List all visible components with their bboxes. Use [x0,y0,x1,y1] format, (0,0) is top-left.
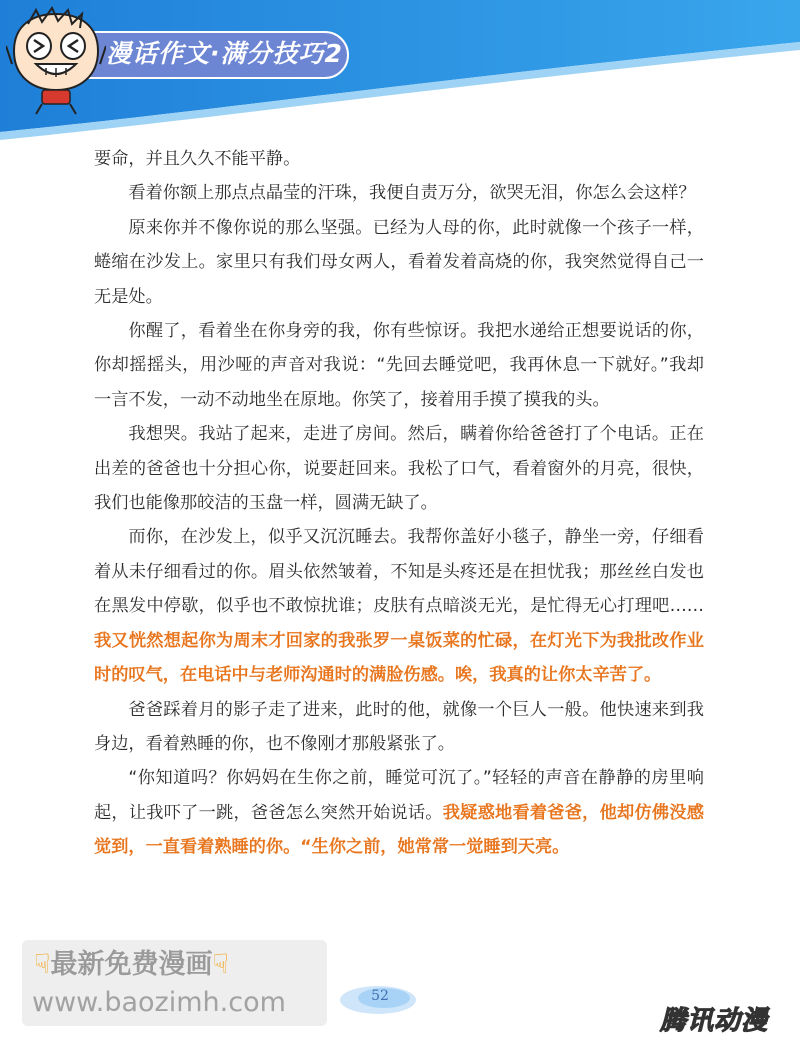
cartoon-boy-mascot-icon [6,6,106,116]
paragraph-text: 爸爸踩着月的影子走了进来，此时的他，就像一个巨人一般。他快速来到我身边，看着熟睡的你，也不像刚才那般紧张了。 [94,699,704,754]
watermark-line2: www.baozimh.com [32,987,286,1018]
paragraph [94,211,704,314]
paragraph [94,314,704,417]
watermark-line1: ☟最新免费漫画☟ [34,949,229,980]
highlighted-text: 我疑惑地看着爸爸，他却仿佛没感觉到，一直看着熟睡的你。“生你之前，她常常一觉睡到天亮。 [94,802,704,858]
page-number [338,980,418,1020]
page-number-text: 52 [371,988,389,1004]
paragraph-text: 而你，在沙发上，似乎又沉沉睡去。我帮你盖好小毯子，静坐一旁，仔细看着从未仔细看过的你。眉头依然皱着，不知是头疼还是在担忧我；那丝丝白发也在黑发中停歇，似乎也不敢惊扰谁；皮肤有点暗淡无光，是忙得无心打理吧…… [94,527,704,617]
paragraph-text: 你醒了，看着坐在你身旁的我，你有些惊讶。我把水递给正想要说话的你，你却摇摇头，用沙哑的声音对我说：“先回去睡觉吧，我再休息一下就好。”我却一言不发，一动不动地坐在原地。你笑了，接着用手摸了摸我的头。 [94,321,704,410]
paragraph [94,417,704,520]
paragraph-text: 看着你额上那点点晶莹的汗珠，我便自责万分，欲哭无泪，你怎么会这样？ [128,183,696,204]
pointing-down-finger-icon: ☟ [34,949,51,980]
pointing-down-finger-icon: ☟ [212,949,229,980]
highlighted-text: 我又恍然想起你为周末才回家的我张罗一桌饭菜的忙碌，在灯光下为我批改作业时的叹气，在电话中与老师沟通时的满脸伤感。唉，我真的让你太辛苦了。 [94,630,704,686]
page-header [0,0,800,140]
paragraph [94,693,704,762]
paragraph-text: “你知道吗？你妈妈在生你之前，睡觉可沉了。”轻轻的声音在静静的房里响起，让我吓了一跳，爸爸怎么突然开始说话。 [94,768,704,823]
watermark [22,940,327,1026]
brand-logo: 腾讯动漫 [660,1006,769,1036]
header-title: 漫话作文·满分技巧2 [106,39,343,68]
paragraph [94,176,704,210]
paragraph [94,761,704,864]
paragraph [94,520,704,692]
paragraph [94,142,704,176]
article-body [94,142,704,865]
paragraph-text: 原来你并不像你说的那么坚强。已经为人母的你，此时就像一个孩子一样，蜷缩在沙发上。家里只有我们母女两人，看着发着高烧的你，我突然觉得自己一无是处。 [94,217,704,307]
paragraph-text: 我想哭。我站了起来，走进了房间。然后，瞒着你给爸爸打了个电话。正在出差的爸爸也十分担心你，说要赶回来。我松了口气，看着窗外的月亮，很快，我们也能像那皎洁的玉盘一样，圆满无缺了。 [94,424,704,514]
paragraph-text: 要命，并且久久不能平静。 [94,149,301,169]
